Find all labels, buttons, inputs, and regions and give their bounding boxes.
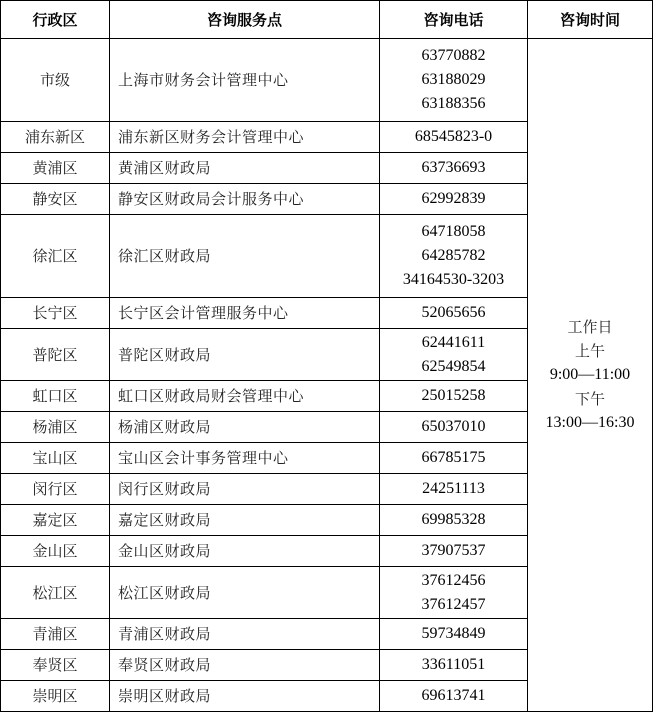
phone-cell <box>380 619 528 650</box>
district-cell: 松江区 <box>1 567 110 619</box>
table-row <box>1 39 653 122</box>
hours-line: 工作日 <box>567 318 613 336</box>
hours-line: 上午 <box>574 342 605 360</box>
district-cell: 崇明区 <box>1 681 110 712</box>
phone-number: 63188029 <box>421 71 486 88</box>
phone-cell <box>380 381 528 412</box>
phone-number: 69613741 <box>421 687 486 704</box>
phone-number: 64718058 <box>421 223 486 240</box>
phone-number: 62549854 <box>421 357 486 375</box>
service-point-cell: 浦东新区财务会计管理中心 <box>110 122 380 153</box>
phone-cell <box>380 412 528 443</box>
district-cell: 徐汇区 <box>1 215 110 298</box>
service-point-cell: 松江区财政局 <box>110 567 380 619</box>
phone-cell <box>380 474 528 505</box>
service-point-cell: 长宁区会计管理服务中心 <box>110 298 380 329</box>
service-point-cell: 徐汇区财政局 <box>110 215 380 298</box>
service-point-cell: 静安区财政局会计服务中心 <box>110 184 380 215</box>
district-cell: 奉贤区 <box>1 650 110 681</box>
phone-number: 63736693 <box>421 159 486 176</box>
header-phone: 咨询电话 <box>380 1 528 39</box>
service-point-cell: 宝山区会计事务管理中心 <box>110 443 380 474</box>
phone-number: 65037010 <box>421 418 486 435</box>
phone-cell <box>380 329 528 381</box>
service-point-cell: 闵行区财政局 <box>110 474 380 505</box>
phone-cell <box>380 536 528 567</box>
phone-number: 62992839 <box>421 190 486 207</box>
district-cell: 嘉定区 <box>1 505 110 536</box>
service-point-cell: 金山区财政局 <box>110 536 380 567</box>
table-body <box>1 39 653 712</box>
district-cell: 普陀区 <box>1 329 110 381</box>
phone-cell <box>380 681 528 712</box>
district-cell: 虹口区 <box>1 381 110 412</box>
phone-number: 52065656 <box>421 304 486 321</box>
district-cell: 浦东新区 <box>1 122 110 153</box>
phone-cell <box>380 443 528 474</box>
phone-cell <box>380 650 528 681</box>
phone-number: 33611051 <box>421 656 486 673</box>
phone-number: 68545823-0 <box>414 128 493 145</box>
service-point-cell: 青浦区财政局 <box>110 619 380 650</box>
phone-number: 37907537 <box>421 542 486 559</box>
phone-number: 25015258 <box>421 387 486 404</box>
hours-line: 下午 <box>574 390 605 408</box>
phone-number: 66785175 <box>421 449 486 466</box>
header-service-point: 咨询服务点 <box>110 1 380 39</box>
phone-number: 69985328 <box>421 511 486 528</box>
phone-cell <box>380 505 528 536</box>
district-cell: 杨浦区 <box>1 412 110 443</box>
phone-number: 24251113 <box>422 480 485 497</box>
header-district: 行政区 <box>1 1 110 39</box>
phone-number: 34164530-3203 <box>402 271 505 288</box>
service-point-cell: 虹口区财政局财会管理中心 <box>110 381 380 412</box>
phone-cell <box>380 153 528 184</box>
phone-number: 62441611 <box>421 333 486 351</box>
service-point-cell: 黄浦区财政局 <box>110 153 380 184</box>
header-row <box>1 1 653 39</box>
phone-number: 64285782 <box>421 247 486 264</box>
phone-cell <box>380 567 528 619</box>
phone-cell <box>380 122 528 153</box>
header-hours: 咨询时间 <box>528 1 653 39</box>
district-cell: 长宁区 <box>1 298 110 329</box>
consultation-hours-cell <box>528 39 653 712</box>
hours-line: 13:00—16:30 <box>545 414 635 431</box>
hours-line: 9:00—11:00 <box>549 366 631 383</box>
service-point-cell: 嘉定区财政局 <box>110 505 380 536</box>
phone-cell <box>380 298 528 329</box>
district-cell: 宝山区 <box>1 443 110 474</box>
district-cell: 静安区 <box>1 184 110 215</box>
district-cell: 金山区 <box>1 536 110 567</box>
service-point-cell: 普陀区财政局 <box>110 329 380 381</box>
district-cell: 闵行区 <box>1 474 110 505</box>
district-cell: 青浦区 <box>1 619 110 650</box>
service-point-cell: 崇明区财政局 <box>110 681 380 712</box>
district-cell: 市级 <box>1 39 110 122</box>
service-point-cell: 上海市财务会计管理中心 <box>110 39 380 122</box>
phone-cell <box>380 184 528 215</box>
district-cell: 黄浦区 <box>1 153 110 184</box>
phone-cell <box>380 39 528 122</box>
phone-number: 37612457 <box>421 595 486 613</box>
service-point-cell: 奉贤区财政局 <box>110 650 380 681</box>
phone-number: 63188356 <box>421 95 486 112</box>
phone-number: 63770882 <box>421 47 486 64</box>
phone-number: 59734849 <box>421 625 486 642</box>
phone-number: 37612456 <box>421 571 486 589</box>
service-point-cell: 杨浦区财政局 <box>110 412 380 443</box>
phone-cell <box>380 215 528 298</box>
